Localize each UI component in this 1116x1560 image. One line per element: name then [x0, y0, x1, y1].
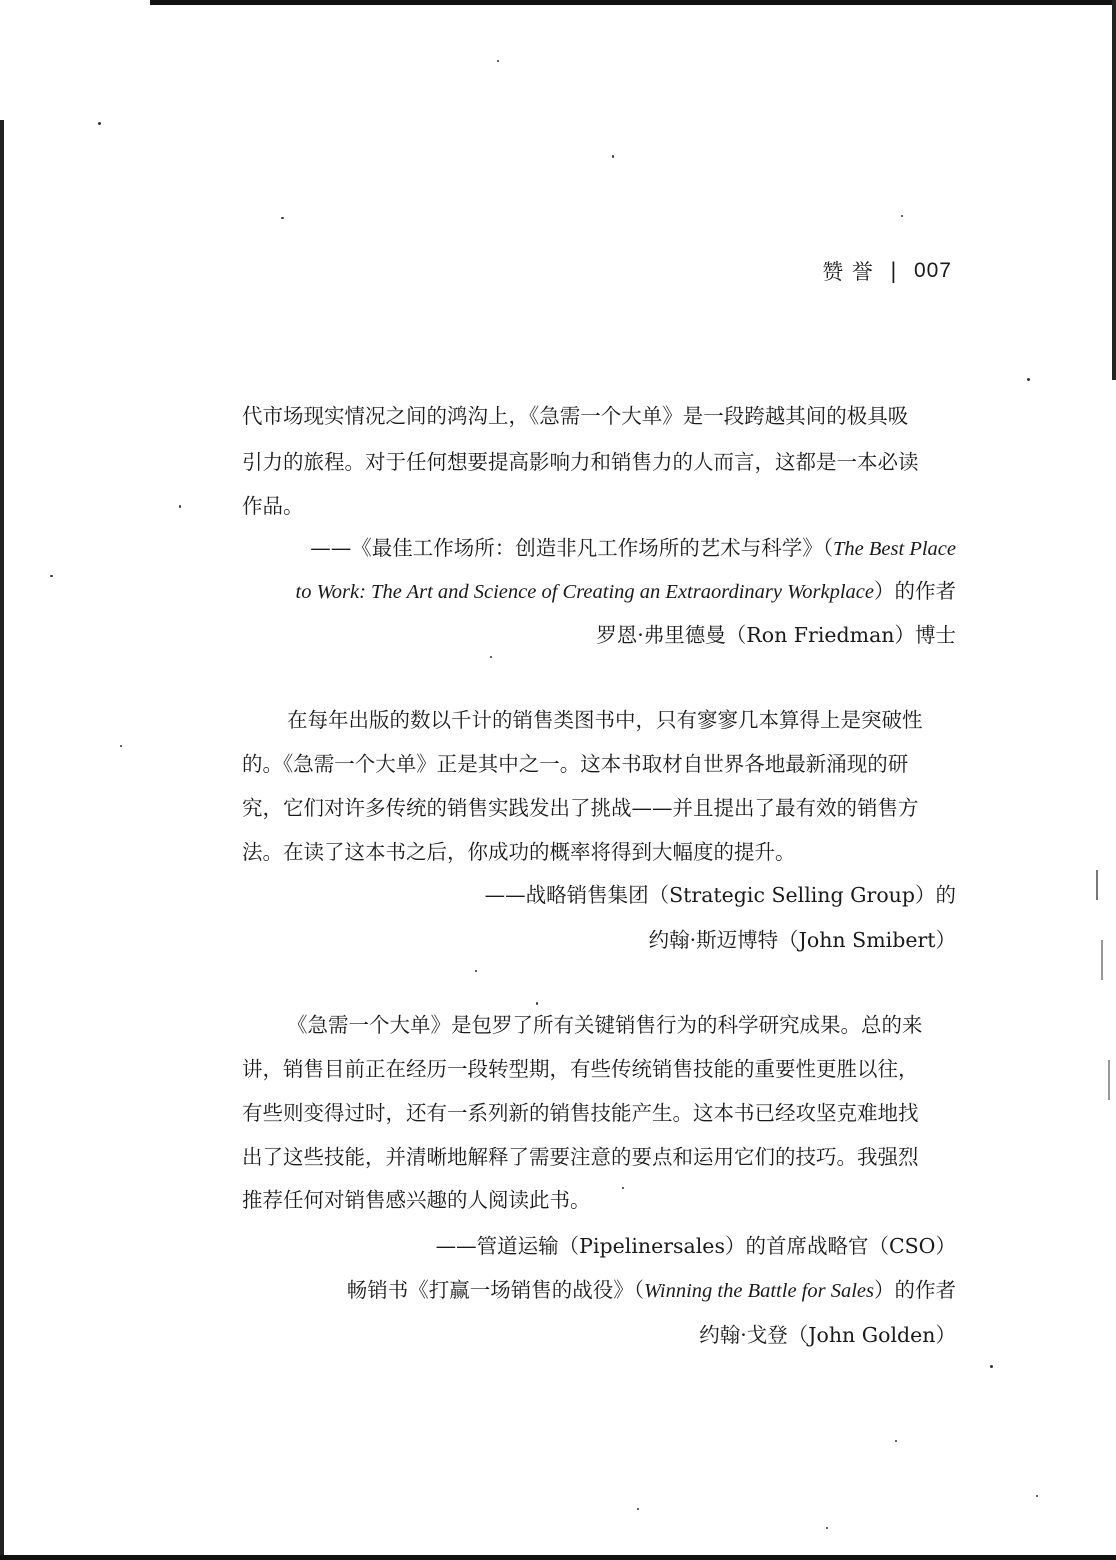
quote-3-line-1: 《急需一个大单》是包罗了所有关键销售行为的科学研究成果。总的来 — [287, 1013, 923, 1037]
quote-2-line-2: 的。《急需一个大单》正是其中之一。这本书取材自世界各地最新涌现的研 — [242, 752, 909, 776]
quote-1-attribution-line-1 — [310, 538, 956, 560]
scan-right-border — [1112, 0, 1116, 380]
scan-speck — [1027, 378, 1030, 381]
header-separator: | — [889, 259, 898, 283]
scan-speck — [622, 1187, 624, 1189]
scan-speck — [179, 505, 181, 508]
scan-speck — [637, 1508, 639, 1510]
quote-1-line-3: 作品。 — [242, 494, 304, 518]
quote-1-attr-suffix: ）的作者 — [874, 579, 956, 603]
scan-speck — [1096, 870, 1098, 900]
section-title: 赞 誉 — [822, 260, 874, 284]
scan-bottom-border — [0, 1555, 1116, 1560]
quote-3-line-3: 有些则变得过时，还有一系列新的销售技能产生。这本书已经攻坚克难地找 — [242, 1101, 919, 1125]
quote-3-line-5: 推荐任何对销售感兴趣的人阅读此书。 — [242, 1188, 591, 1212]
scan-speck — [612, 155, 614, 158]
quote-3-author: 约翰·戈登（John Golden） — [699, 1323, 956, 1347]
scan-speck — [1036, 1495, 1038, 1497]
running-header — [822, 256, 952, 286]
quote-3-attr-prefix: 畅销书《打赢一场销售的战役》（ — [346, 1278, 644, 1302]
scan-speck — [50, 575, 53, 577]
scan-speck — [120, 745, 122, 747]
scan-speck — [536, 1002, 538, 1005]
scan-speck — [990, 1365, 993, 1368]
scan-speck — [281, 217, 284, 219]
quote-1-attribution-line-2 — [296, 581, 956, 603]
quote-1-line-1: 代市场现实情况之间的鸿沟上，《急需一个大单》是一段跨越其间的极具吸 — [242, 404, 909, 428]
quote-1-line-2: 引力的旅程。对于任何想要提高影响力和销售力的人而言，这都是一本必读 — [242, 450, 919, 474]
quote-1-attr-prefix: ——《最佳工作场所：创造非凡工作场所的艺术与科学》（ — [310, 536, 834, 560]
quote-1-book-title-en-part-2: to Work: The Art and Science of Creating an Extraordinary Workplace — [295, 581, 874, 603]
quote-3-line-2: 讲，销售目前正在经历一段转型期，有些传统销售技能的重要性更胜以往， — [242, 1057, 919, 1081]
quote-2-line-1: 在每年出版的数以千计的销售类图书中，只有寥寥几本算得上是突破性 — [287, 708, 923, 732]
scan-speck — [901, 215, 903, 217]
quote-2-author: 约翰·斯迈博特（John Smibert） — [648, 928, 956, 952]
scan-speck — [826, 1527, 828, 1529]
quote-3-attribution-line-2 — [347, 1280, 956, 1302]
scan-speck — [475, 970, 477, 972]
scan-speck — [490, 656, 492, 658]
scan-speck — [1108, 1060, 1110, 1100]
quote-2-attribution-line-1: ——战略销售集团（Strategic Selling Group）的 — [484, 883, 956, 907]
scan-speck — [1101, 940, 1103, 980]
scan-speck — [895, 1440, 897, 1442]
scan-left-border — [0, 120, 4, 1560]
quote-1-book-title-en-part-1: The Best Place — [833, 538, 956, 560]
quote-3-line-4: 出了这些技能，并清晰地解释了需要注意的要点和运用它们的技巧。我强烈 — [242, 1145, 919, 1169]
scan-speck — [497, 60, 499, 62]
quote-3-book-title-en: Winning the Battle for Sales — [643, 1280, 874, 1302]
quote-2-line-4: 法。在读了这本书之后，你成功的概率将得到大幅度的提升。 — [242, 840, 796, 864]
quote-2-line-3: 究，它们对许多传统的销售实践发出了挑战——并且提出了最有效的销售方 — [242, 796, 919, 820]
quote-1-author: 罗恩·弗里德曼（Ron Friedman）博士 — [596, 623, 956, 647]
page-number: 007 — [913, 259, 952, 282]
quote-3-attribution-line-1: ——管道运输（Pipelinersales）的首席战略官（CSO） — [435, 1234, 956, 1258]
quote-3-attr-suffix: ）的作者 — [874, 1278, 956, 1302]
scan-top-border — [150, 0, 1116, 5]
scan-speck — [98, 122, 101, 125]
